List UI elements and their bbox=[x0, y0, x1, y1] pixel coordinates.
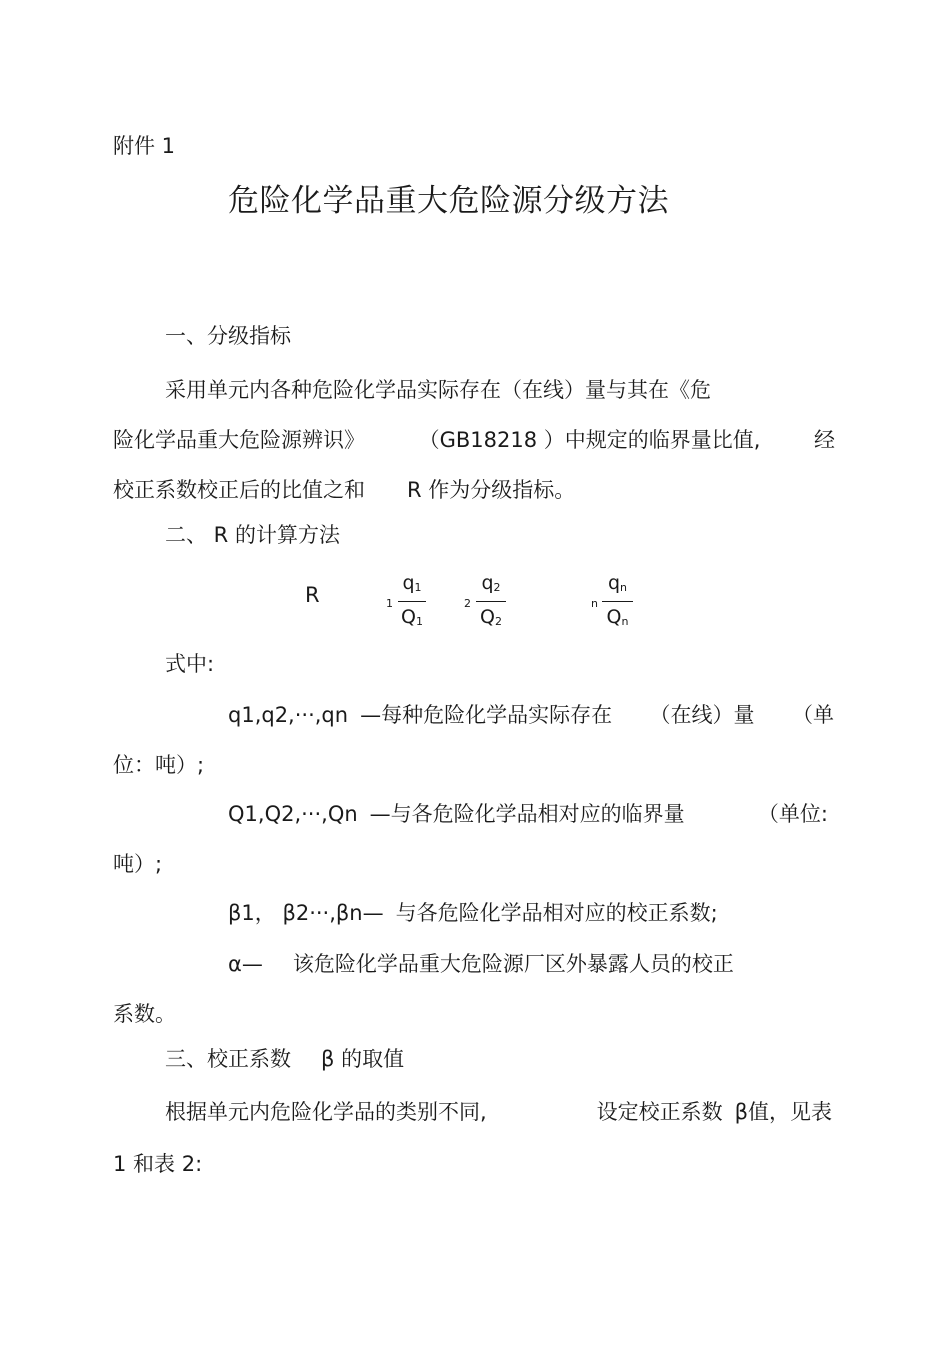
text-fragment: 与各危险化学品相对应的校正系数; bbox=[395, 901, 718, 925]
text-fragment: （单位: bbox=[757, 802, 828, 826]
text-fragment: （GB18218 ）中规定的临界量比值, bbox=[418, 428, 761, 452]
attachment-label: 附件 1 bbox=[113, 134, 176, 158]
fraction-numerator-subscript: 1 bbox=[414, 581, 422, 594]
section-3-heading bbox=[165, 1045, 404, 1073]
formula-fraction bbox=[398, 572, 426, 633]
text-fragment: 该危险化学品重大危险源厂区外暴露人员的校正 bbox=[292, 952, 734, 976]
section-1-paragraph-line-2 bbox=[113, 426, 835, 454]
text-fragment: （在线）量 bbox=[649, 703, 755, 727]
fraction-denominator-subscript: 2 bbox=[494, 615, 502, 628]
fraction-denominator: Q bbox=[480, 606, 495, 628]
section-3-paragraph-line-2: 1 和表 2: bbox=[113, 1152, 203, 1176]
text-fragment: 校正系数校正后的比值之和 bbox=[113, 478, 365, 502]
text-fragment: —每种危险化学品实际存在 bbox=[360, 703, 613, 727]
fraction-numerator: q bbox=[607, 572, 621, 594]
definition-Q-line-1 bbox=[228, 800, 828, 828]
text-fragment: 经 bbox=[814, 428, 835, 452]
formula-fraction bbox=[476, 572, 506, 633]
where-label: 式中: bbox=[165, 652, 215, 676]
text-fragment: R 作为分级指标。 bbox=[407, 478, 576, 502]
text-fragment: （单 bbox=[791, 703, 834, 727]
fraction-bar bbox=[398, 601, 426, 602]
text-fragment: 设定校正系数 bbox=[596, 1100, 723, 1124]
section-1-paragraph-line-3 bbox=[113, 476, 575, 504]
definition-q-line-1 bbox=[228, 701, 834, 729]
definition-beta bbox=[228, 899, 718, 927]
symbol-Q-series: Q1,Q2,···,Qn bbox=[228, 802, 358, 826]
section-2-heading: 二、 R 的计算方法 bbox=[165, 523, 340, 547]
fraction-denominator-subscript: n bbox=[621, 615, 629, 628]
text-fragment: β值，见表 bbox=[734, 1100, 832, 1124]
definition-alpha-line-2: 系数。 bbox=[113, 1002, 176, 1026]
fraction-denominator: Q bbox=[606, 606, 622, 628]
text-fragment: β 的取值 bbox=[321, 1047, 405, 1071]
text-fragment: 三、校正系数 bbox=[165, 1047, 291, 1071]
text-fragment: 根据单元内危险化学品的类别不同, bbox=[165, 1100, 487, 1124]
section-1-paragraph-line-1: 采用单元内各种危险化学品实际存在（在线）量与其在《危 bbox=[165, 378, 711, 402]
symbol-q-series: q1,q2,···,qn bbox=[228, 703, 349, 727]
fraction-denominator-subscript: 1 bbox=[415, 615, 423, 628]
formula-coef-subscript: 1 bbox=[386, 597, 393, 610]
fraction-numerator-subscript: n bbox=[620, 581, 628, 594]
definition-alpha-line-1 bbox=[228, 950, 734, 978]
formula-lhs: R bbox=[305, 583, 320, 607]
symbol-beta-series: β1， β2···,βn— bbox=[228, 901, 384, 925]
formula-coef-subscript: 2 bbox=[464, 597, 471, 610]
definition-Q-line-2: 吨）; bbox=[113, 852, 163, 876]
fraction-numerator: q bbox=[481, 572, 494, 594]
fraction-bar bbox=[476, 601, 506, 602]
document-title: 危险化学品重大危险源分级方法 bbox=[228, 183, 669, 219]
text-fragment: —与各危险化学品相对应的临界量 bbox=[369, 802, 685, 826]
section-3-paragraph-line-1 bbox=[165, 1098, 832, 1126]
fraction-numerator-subscript: 2 bbox=[493, 581, 501, 594]
section-1-heading: 一、分级指标 bbox=[165, 324, 291, 348]
symbol-alpha: α— bbox=[228, 952, 263, 976]
fraction-denominator: Q bbox=[401, 606, 416, 628]
fraction-bar bbox=[602, 601, 633, 602]
fraction-numerator: q bbox=[402, 572, 415, 594]
definition-q-line-2: 位：吨）; bbox=[113, 753, 205, 777]
formula-fraction bbox=[602, 572, 633, 633]
text-fragment: 险化学品重大危险源辨识》 bbox=[113, 428, 365, 452]
formula-coef-subscript: n bbox=[591, 597, 598, 610]
